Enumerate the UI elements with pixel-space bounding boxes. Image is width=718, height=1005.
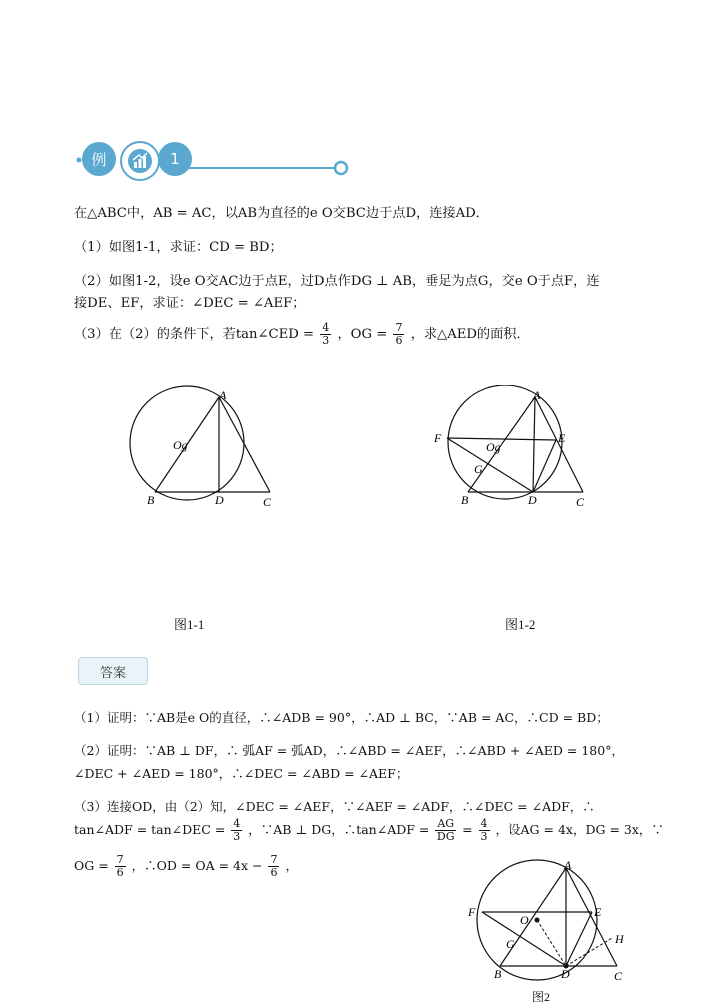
problem-intro: 在△ABC中，AB = AC，以AB为直径的e O交BC边于点D，连接AD．	[74, 206, 489, 221]
fraction-num: AG	[437, 817, 455, 830]
answer-text: =	[462, 822, 473, 837]
fraction	[231, 818, 242, 843]
figure-2-caption: 图2	[532, 990, 551, 1004]
figure-1-1-caption: 图1-1	[174, 617, 205, 632]
answer-step2-line1: （2）证明：∵AB ⊥ DF，∴ 弧AF = 弧AD，∴∠ABD = ∠AEF，∴∠ABD + ∠AED = 180°，	[74, 743, 624, 758]
part3-mid: ，OG =	[337, 327, 388, 342]
label-E: E	[558, 431, 566, 445]
chart-icon	[127, 148, 153, 174]
fraction-num: 7	[116, 853, 124, 866]
fraction	[268, 854, 279, 879]
answer-step3-line1: （3）连接OD，由（2）知，∠DEC = ∠AEF，∵∠AEF = ∠ADF，∴∠DEC = ∠ADF，∴	[74, 799, 595, 814]
label-C: C	[614, 969, 623, 983]
label-D: D	[561, 967, 570, 981]
answer-step1: （1）证明：∵AB是e O的直径，∴∠ADB = 90°，∴AD ⊥ BC，∵AB = AC，∴CD = BD；	[74, 710, 609, 725]
fraction-num: 7	[270, 853, 278, 866]
problem-part2-line2: 接DE、EF，求证：∠DEC = ∠AEF；	[74, 296, 306, 311]
label-B: B	[461, 493, 469, 507]
figure-2	[462, 856, 632, 986]
fraction-den: 6	[395, 334, 403, 347]
fraction-num: 4	[322, 321, 330, 334]
answer-label: 答案	[78, 657, 148, 685]
label-F: F	[468, 905, 476, 919]
chart-icon-badge	[120, 141, 160, 181]
label-O: Og	[486, 440, 501, 454]
fraction-den: 3	[233, 830, 241, 843]
label-A: A	[564, 858, 572, 872]
fraction	[435, 818, 456, 843]
label-C: C	[263, 495, 272, 509]
label-D: D	[528, 493, 537, 507]
answer-text: ，∵AB ⊥ DG，∴tan∠ADF =	[248, 822, 430, 837]
example-number-badge	[158, 142, 192, 176]
figure-1-2-caption: 图1-2	[505, 617, 536, 632]
header-decoration	[76, 140, 356, 180]
answer-text: ，∴OD = OA = 4x −	[131, 858, 263, 873]
label-D: D	[215, 493, 224, 507]
fraction-num: 7	[395, 321, 403, 334]
fraction	[115, 854, 126, 879]
fraction-den: 6	[116, 866, 124, 879]
fraction	[479, 818, 490, 843]
part3-post: ，求△AED的面积．	[410, 327, 530, 342]
answer-step3-line2	[74, 818, 664, 843]
problem-part3	[74, 322, 530, 347]
problem-part2-line1: （2）如图1-2，设e O交AC边于点E，过D点作DG ⊥ AB，垂足为点G，交e O于点F，连	[74, 274, 600, 289]
example-label: 例	[91, 150, 107, 169]
answer-text: tan∠ADF = tan∠DEC =	[74, 822, 226, 837]
fraction-den: 3	[322, 334, 330, 347]
answer-text: ，设AG = 4x，DG = 3x，∵	[495, 822, 664, 837]
fraction-den: 6	[270, 866, 278, 879]
answer-step2-line2: ∠DEC + ∠AED = 180°，∴∠DEC = ∠ABD = ∠AEF；	[74, 766, 409, 781]
label-F: F	[434, 431, 442, 445]
figure-1-1	[125, 385, 285, 515]
label-G: G	[474, 462, 483, 476]
label-A: A	[219, 388, 227, 402]
fraction-num: 4	[233, 817, 241, 830]
example-label-badge	[82, 142, 116, 176]
label-B: B	[494, 967, 502, 981]
label-G: G	[506, 937, 515, 951]
part3-pre: （3）在（2）的条件下，若tan∠CED =	[74, 327, 315, 342]
fraction-den: 3	[480, 830, 488, 843]
answer-text: ，	[285, 858, 298, 873]
label-A: A	[533, 388, 541, 402]
figure-1-2	[430, 385, 590, 515]
problem-part1: （1）如图1-1，求证：CD = BD；	[74, 240, 283, 255]
label-O: Og	[173, 438, 188, 452]
label-O: O	[520, 913, 529, 927]
answer-text: OG =	[74, 858, 109, 873]
example-number: 1	[170, 150, 180, 168]
label-B: B	[147, 493, 155, 507]
fraction	[320, 322, 331, 347]
fraction-num: 4	[480, 817, 488, 830]
fraction	[393, 322, 404, 347]
label-E: E	[594, 905, 602, 919]
label-H: H	[615, 932, 624, 946]
label-C: C	[576, 495, 585, 509]
answer-step3-line3	[74, 854, 298, 879]
fraction-den: DG	[436, 830, 455, 843]
